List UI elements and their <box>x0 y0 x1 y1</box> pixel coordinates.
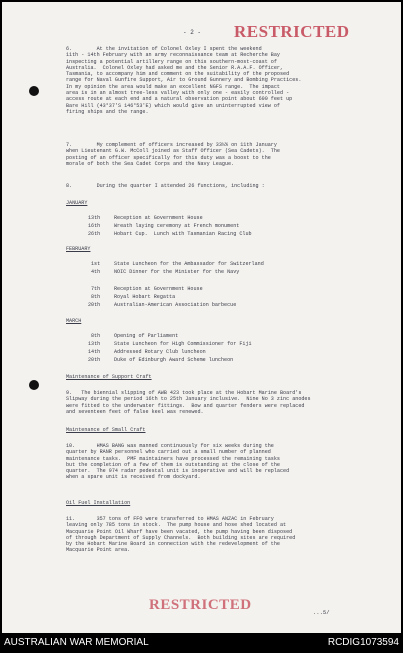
event-text: State Luncheon for High Commissioner for Fiji <box>114 341 252 347</box>
paragraph-7: 7. My complement of officers increased by 33⅓% on 11th January when Lieutenant G.W. McColl joined as Staff Officer (Sea Cadets). The posting of an officer specifically for this duty was a boost to the morale of both the Sea Cadet Corps and the Navy League. <box>66 142 280 167</box>
event-date: 20th <box>88 302 101 308</box>
event-text: NOIC Dinner for the Minister for the Navy <box>114 269 240 275</box>
footer-institution: AUSTRALIAN WAR MEMORIAL <box>4 637 149 648</box>
event-date: 13th <box>88 341 101 347</box>
event-date: 14th <box>88 349 101 355</box>
event-date: 4th <box>91 269 101 275</box>
punch-hole-bottom <box>29 380 39 390</box>
event-date: 1st <box>91 261 101 267</box>
event-date: 16th <box>88 223 101 229</box>
event-text: Addressed Rotary Club luncheon <box>114 349 206 355</box>
paragraph-6: 6. At the invitation of Colonel Oxley I spent the weekend 11th - 14th February with an army reconnaissance team at Recherche Bay inspecting a potential artillery range on this southern-most-coast of Australia. Colonel Oxley had asked me and the Senior R.A.A.F. Officer, Tasmania, to accompany him and comment on the suitability of the proposed range for Naval Gunfire Support, Air to Ground Gunnery and Bombing Practices. In my opinion the area would make an excellent NGFS range. The impact area is in an almost tree-less valley with only one - easily controlled - access route at each end and a natural observation point about 600 feet up Bare Hill (43°37'S 146°53'E) which would give an uninterrupted view of firing ships and the range. <box>66 46 302 115</box>
event-text: Hobart Cup. Lunch with Tasmanian Racing Club <box>114 231 252 237</box>
paragraph-8: 8. During the quarter I attended 26 functions, including : <box>66 183 265 189</box>
archive-footer <box>0 633 403 653</box>
event-date: 20th <box>88 357 101 363</box>
restricted-stamp-bottom: RESTRICTED <box>149 597 252 613</box>
page-number: - 2 - <box>183 29 202 36</box>
event-text: Reception at Government House <box>114 286 203 292</box>
event-date: 7th <box>91 286 101 292</box>
event-text: Wreath laying ceremony at French monument <box>114 223 240 229</box>
event-date: 8th <box>91 294 101 300</box>
event-text: State Luncheon for the Ambassador for Switzerland <box>114 261 264 267</box>
paragraph-10: 10. HMAS BANG was manned continuously for six weeks during the quarter by RANR personnel who carried out a small number of planned maintenance tasks. PMF maintainers have processed the remaining tasks but the completion of a few of them is outstanding at the close of the quarter. The 974 radar pedestal unit is inoperative and will be replaced when a spare unit is received from dockyard. <box>66 443 290 481</box>
paragraph-11: 11. 357 tons of FFO were transferred to HMAS ANZAC in February leaving only 785 tons in stock. The pump house and hose shed located at Macquarie Point Oil Wharf have been vacated, the pump having been disposed of through Department of Supply Channels. Both building sites are required by the Hobart Marine Board in connection with the redevelopment of the Macquarie Point area. <box>66 516 296 554</box>
footer-record-id: RCDIG1073594 <box>327 637 399 648</box>
event-text: Opening of Parliament <box>114 333 179 339</box>
month-heading-january: JANUARY <box>66 200 88 206</box>
document-page <box>2 2 401 633</box>
event-text: Australian-American Association barbecue <box>114 302 237 308</box>
event-text: Duke of Edinburgh Award Scheme luncheon <box>114 357 234 363</box>
month-heading-february: FEBRUARY <box>66 246 91 252</box>
punch-hole-top <box>29 86 39 96</box>
heading-oil-fuel: Oil Fuel Installation <box>66 500 131 506</box>
continuation-marker: ...5/ <box>313 609 330 616</box>
heading-small-craft: Maintenance of Small Craft <box>66 427 146 433</box>
event-text: Reception at Government House <box>114 215 203 221</box>
month-heading-march: MARCH <box>66 318 82 324</box>
event-date: 26th <box>88 231 101 237</box>
event-text: Royal Hobart Regatta <box>114 294 176 300</box>
event-date: 13th <box>88 215 101 221</box>
restricted-stamp-top: RESTRICTED <box>234 22 350 41</box>
paragraph-9: 9. The biennial slipping of AWB 423 took place at the Hobart Marine Board's Slipway during the period 16th to 25th January inclusive. Nine No 3 zinc anodes were fitted to the underwater fittings. Bow and quarter fenders were replaced and seventeen feet of false keel was renewed. <box>66 390 311 415</box>
heading-support-craft: Maintenance of Support Craft <box>66 374 152 380</box>
event-date: 8th <box>91 333 101 339</box>
